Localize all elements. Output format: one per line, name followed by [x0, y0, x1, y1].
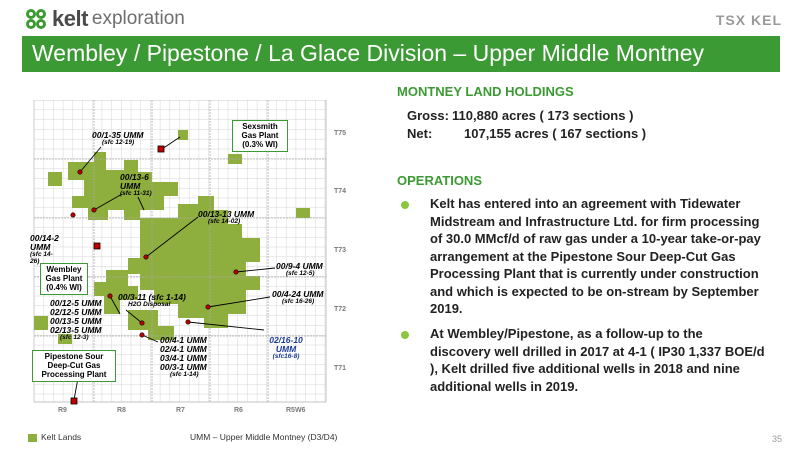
legend-umm: UMM – Upper Middle Montney (D3/D4): [190, 432, 338, 442]
township-label: T74: [334, 188, 347, 195]
exchange-logo: TSX KEL: [715, 12, 782, 28]
logo-subtitle: exploration: [91, 8, 185, 29]
range-label: R6: [234, 407, 243, 414]
well-label: 00/1-35 UMM (sfc 12-19): [92, 130, 144, 146]
page-number: 35: [771, 434, 782, 444]
well-label: 00/14-2 UMM (sfc 14-26): [30, 233, 59, 265]
gross-row: [407, 108, 633, 123]
kelt-lands-swatch: [28, 434, 37, 442]
net-value: 107,155 acres ( 167 sections ): [464, 126, 647, 141]
gross-label: Gross:: [407, 108, 449, 123]
gross-value: 110,880 acres ( 173 sections ): [452, 108, 634, 123]
well-label: 00/3-11 (sfc 1-14) H2O Disposal: [118, 292, 186, 308]
township-label: T75: [334, 130, 347, 137]
plant-label-wembley: Wembley Gas Plant (0.4% WI): [40, 263, 88, 295]
well-label-group: 00/4-1 UMM 02/4-1 UMM 03/4-1 UMM 00/3-1 UMM (sfc 1-14): [160, 335, 207, 378]
well-label: 00/13-6 UMM (sfc 11-31): [120, 172, 152, 197]
page-title: Wembley / Pipestone / La Glace Division – Upper Middle Montney: [32, 40, 705, 66]
well-label: 00/13-13 UMM (sfc 14-02): [198, 209, 255, 225]
well-label: 00/9-4 UMM (sfc 12-5): [276, 261, 323, 277]
legend-lands: Kelt Lands: [41, 432, 82, 442]
well-label: 02/16-10 UMM (sfc16-8): [269, 335, 303, 360]
kelt-logo: [24, 5, 185, 33]
range-label: R8: [117, 407, 126, 414]
kelt-clover-icon: [24, 7, 48, 31]
logo-word: kelt: [52, 6, 88, 31]
range-label: R5W6: [286, 407, 306, 414]
holdings-heading: MONTNEY LAND HOLDINGS: [397, 84, 574, 99]
well-label: 00/4-24 UMM (sfc 16-26): [272, 289, 324, 305]
title-bar: [22, 36, 780, 72]
township-label: T71: [334, 365, 347, 372]
range-label: R9: [58, 407, 67, 414]
operations-bullet: Kelt has entered into an agreement with Tidewater Midstream and Infrastructure Ltd. for firm processing of 30.0 MMcf/d of raw gas under a 10-year take-or-pay arrangement at the Pipestone Sour Deep-Cut Gas Processing Plant that is currently under construction and which is expected to be on-stream by September 2019.: [401, 195, 766, 318]
range-label: R7: [176, 407, 185, 414]
plant-label-sexsmith: Sexsmith Gas Plant (0.3% WI): [232, 120, 288, 152]
operations-bullet: At Wembley/Pipestone, as a follow-up to the discovery well drilled in 2017 at 4-1 ( IP30 1,337 BOE/d ), Kelt drilled five additional wells in 2018 and nine additional wells in 2019.: [401, 325, 766, 395]
net-label: Net:: [407, 126, 433, 141]
bullet-dot-icon: [401, 201, 409, 209]
bullet-dot-icon: [401, 331, 409, 339]
operations-heading: OPERATIONS: [397, 173, 482, 188]
township-label: T73: [334, 247, 347, 254]
plant-label-pipestone: Pipestone Sour Deep-Cut Gas Processing Plant: [32, 350, 116, 382]
land-map: [28, 100, 368, 430]
net-row: [407, 126, 646, 141]
well-label-group: 00/12-5 UMM 02/12-5 UMM 00/13-5 UMM 02/13-5 UMM (sfc 12-3): [50, 298, 102, 341]
township-label: T72: [334, 306, 347, 313]
